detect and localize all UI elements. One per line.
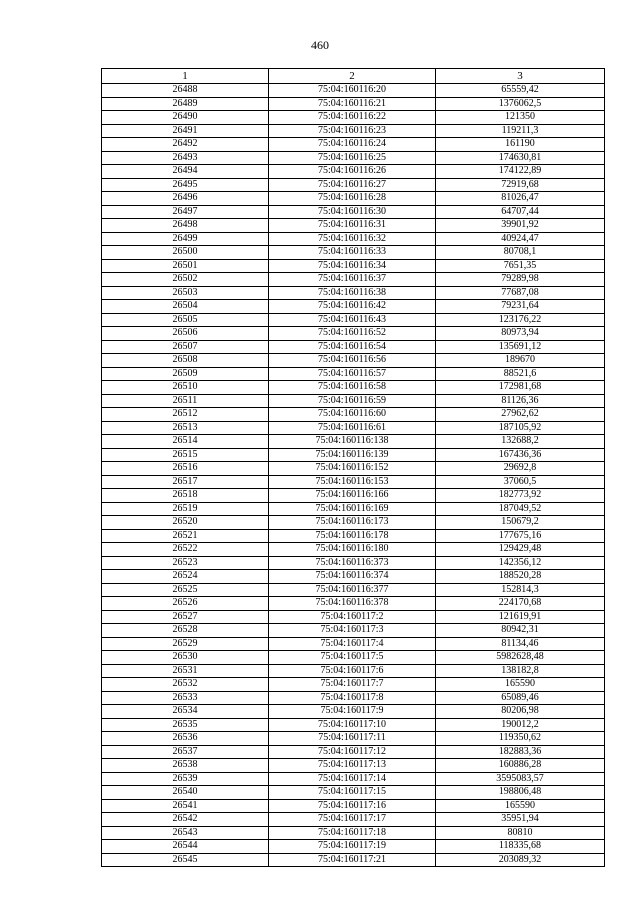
cadastral-number-cell: 75:04:160116:52 xyxy=(269,327,436,341)
value-cell: 5982628,48 xyxy=(436,651,605,665)
row-number-cell: 26514 xyxy=(102,435,269,449)
row-number-cell: 26533 xyxy=(102,691,269,705)
value-cell: 187049,52 xyxy=(436,502,605,516)
cadastral-number-cell: 75:04:160117:4 xyxy=(269,637,436,651)
cadastral-number-cell: 75:04:160116:138 xyxy=(269,435,436,449)
table-row xyxy=(102,165,605,179)
row-number-cell: 26501 xyxy=(102,259,269,273)
cadastral-number-cell: 75:04:160116:377 xyxy=(269,583,436,597)
cadastral-number-cell: 75:04:160116:26 xyxy=(269,165,436,179)
table-row xyxy=(102,678,605,692)
value-cell: 177675,16 xyxy=(436,529,605,543)
cadastral-number-cell: 75:04:160116:373 xyxy=(269,556,436,570)
table-row xyxy=(102,502,605,516)
cadastral-number-cell: 75:04:160116:178 xyxy=(269,529,436,543)
table-row xyxy=(102,732,605,746)
cadastral-number-cell: 75:04:160117:9 xyxy=(269,705,436,719)
table-row xyxy=(102,610,605,624)
value-cell: 174630,81 xyxy=(436,151,605,165)
table-row xyxy=(102,273,605,287)
row-number-cell: 26539 xyxy=(102,772,269,786)
row-number-cell: 26521 xyxy=(102,529,269,543)
value-cell: 198806,48 xyxy=(436,786,605,800)
cadastral-number-cell: 75:04:160116:22 xyxy=(269,111,436,125)
table-row xyxy=(102,259,605,273)
row-number-cell: 26495 xyxy=(102,178,269,192)
page-number: 460 xyxy=(311,38,329,52)
row-number-cell: 26500 xyxy=(102,246,269,260)
cadastral-number-cell: 75:04:160116:21 xyxy=(269,97,436,111)
row-number-cell: 26530 xyxy=(102,651,269,665)
cadastral-number-cell: 75:04:160116:54 xyxy=(269,340,436,354)
table-row xyxy=(102,246,605,260)
table-row xyxy=(102,691,605,705)
cadastral-number-cell: 75:04:160116:33 xyxy=(269,246,436,260)
value-cell: 79231,64 xyxy=(436,300,605,314)
value-cell: 123176,22 xyxy=(436,313,605,327)
cadastral-number-cell: 75:04:160116:180 xyxy=(269,543,436,557)
table-row xyxy=(102,408,605,422)
table-row xyxy=(102,394,605,408)
table-row xyxy=(102,205,605,219)
cadastral-number-cell: 75:04:160116:173 xyxy=(269,516,436,530)
table-row xyxy=(102,664,605,678)
cadastral-number-cell: 75:04:160117:19 xyxy=(269,840,436,854)
value-cell: 203089,32 xyxy=(436,853,605,867)
row-number-cell: 26497 xyxy=(102,205,269,219)
value-cell: 165590 xyxy=(436,678,605,692)
value-cell: 80206,98 xyxy=(436,705,605,719)
table-row xyxy=(102,475,605,489)
row-number-cell: 26498 xyxy=(102,219,269,233)
value-cell: 182883,36 xyxy=(436,745,605,759)
row-number-cell: 26508 xyxy=(102,354,269,368)
table-row xyxy=(102,583,605,597)
cadastral-number-cell: 75:04:160116:374 xyxy=(269,570,436,584)
value-cell: 7651,35 xyxy=(436,259,605,273)
cadastral-number-cell: 75:04:160116:43 xyxy=(269,313,436,327)
cadastral-number-cell: 75:04:160116:25 xyxy=(269,151,436,165)
row-number-cell: 26544 xyxy=(102,840,269,854)
row-number-cell: 26541 xyxy=(102,799,269,813)
value-cell: 190012,2 xyxy=(436,718,605,732)
value-cell: 72919,68 xyxy=(436,178,605,192)
table-row xyxy=(102,718,605,732)
cadastral-number-cell: 75:04:160116:152 xyxy=(269,462,436,476)
row-number-cell: 26499 xyxy=(102,232,269,246)
row-number-cell: 26505 xyxy=(102,313,269,327)
cadastral-number-cell: 75:04:160117:18 xyxy=(269,826,436,840)
value-cell: 224170,68 xyxy=(436,597,605,611)
cadastral-number-cell: 75:04:160117:17 xyxy=(269,813,436,827)
value-cell: 37060,5 xyxy=(436,475,605,489)
table-row xyxy=(102,624,605,638)
cadastral-number-cell: 75:04:160117:10 xyxy=(269,718,436,732)
row-number-cell: 26534 xyxy=(102,705,269,719)
header-row xyxy=(102,69,605,84)
table-row xyxy=(102,124,605,138)
table-row xyxy=(102,286,605,300)
table-row xyxy=(102,300,605,314)
value-cell: 174122,89 xyxy=(436,165,605,179)
cadastral-number-cell: 75:04:160117:2 xyxy=(269,610,436,624)
row-number-cell: 26504 xyxy=(102,300,269,314)
value-cell: 65559,42 xyxy=(436,84,605,98)
value-cell: 121619,91 xyxy=(436,610,605,624)
table-row xyxy=(102,84,605,98)
value-cell: 88521,6 xyxy=(436,367,605,381)
cadastral-number-cell: 75:04:160116:30 xyxy=(269,205,436,219)
value-cell: 118335,68 xyxy=(436,840,605,854)
row-number-cell: 26522 xyxy=(102,543,269,557)
table-row xyxy=(102,381,605,395)
column-header-3: 3 xyxy=(436,69,605,84)
cadastral-number-cell: 75:04:160116:166 xyxy=(269,489,436,503)
row-number-cell: 26529 xyxy=(102,637,269,651)
table-row xyxy=(102,232,605,246)
column-header-2: 2 xyxy=(269,69,436,84)
table-row xyxy=(102,97,605,111)
cadastral-number-cell: 75:04:160116:59 xyxy=(269,394,436,408)
row-number-cell: 26509 xyxy=(102,367,269,381)
table-row xyxy=(102,340,605,354)
cadastral-number-cell: 75:04:160117:13 xyxy=(269,759,436,773)
cadastral-number-cell: 75:04:160117:12 xyxy=(269,745,436,759)
row-number-cell: 26511 xyxy=(102,394,269,408)
table-row xyxy=(102,570,605,584)
row-number-cell: 26515 xyxy=(102,448,269,462)
value-cell: 152814,3 xyxy=(436,583,605,597)
value-cell: 119211,3 xyxy=(436,124,605,138)
value-cell: 81026,47 xyxy=(436,192,605,206)
table-row xyxy=(102,745,605,759)
value-cell: 150679,2 xyxy=(436,516,605,530)
row-number-cell: 26545 xyxy=(102,853,269,867)
row-number-cell: 26542 xyxy=(102,813,269,827)
value-cell: 182773,92 xyxy=(436,489,605,503)
value-cell: 80973,94 xyxy=(436,327,605,341)
table-row xyxy=(102,813,605,827)
table-row xyxy=(102,313,605,327)
table-row xyxy=(102,327,605,341)
row-number-cell: 26518 xyxy=(102,489,269,503)
table-row xyxy=(102,367,605,381)
value-cell: 35951,94 xyxy=(436,813,605,827)
table-row xyxy=(102,637,605,651)
cadastral-number-cell: 75:04:160117:11 xyxy=(269,732,436,746)
table-row xyxy=(102,543,605,557)
row-number-cell: 26512 xyxy=(102,408,269,422)
row-number-cell: 26488 xyxy=(102,84,269,98)
table-row xyxy=(102,597,605,611)
value-cell: 29692,8 xyxy=(436,462,605,476)
table-row xyxy=(102,786,605,800)
table-row xyxy=(102,529,605,543)
table-row xyxy=(102,138,605,152)
cadastral-number-cell: 75:04:160117:16 xyxy=(269,799,436,813)
row-number-cell: 26506 xyxy=(102,327,269,341)
value-cell: 39901,92 xyxy=(436,219,605,233)
column-header-1: 1 xyxy=(102,69,269,84)
row-number-cell: 26543 xyxy=(102,826,269,840)
cadastral-number-cell: 75:04:160117:7 xyxy=(269,678,436,692)
value-cell: 161190 xyxy=(436,138,605,152)
row-number-cell: 26538 xyxy=(102,759,269,773)
row-number-cell: 26531 xyxy=(102,664,269,678)
value-cell: 165590 xyxy=(436,799,605,813)
cadastral-number-cell: 75:04:160117:6 xyxy=(269,664,436,678)
cadastral-number-cell: 75:04:160117:15 xyxy=(269,786,436,800)
table-body xyxy=(102,84,605,867)
row-number-cell: 26524 xyxy=(102,570,269,584)
row-number-cell: 26503 xyxy=(102,286,269,300)
cadastral-number-cell: 75:04:160116:58 xyxy=(269,381,436,395)
table-row xyxy=(102,799,605,813)
cadastral-number-cell: 75:04:160116:153 xyxy=(269,475,436,489)
table-row xyxy=(102,772,605,786)
row-number-cell: 26507 xyxy=(102,340,269,354)
cadastral-number-cell: 75:04:160117:5 xyxy=(269,651,436,665)
table-row xyxy=(102,421,605,435)
table-row xyxy=(102,354,605,368)
row-number-cell: 26491 xyxy=(102,124,269,138)
row-number-cell: 26528 xyxy=(102,624,269,638)
table-row xyxy=(102,556,605,570)
row-number-cell: 26517 xyxy=(102,475,269,489)
cadastral-number-cell: 75:04:160117:14 xyxy=(269,772,436,786)
table-row xyxy=(102,462,605,476)
row-number-cell: 26493 xyxy=(102,151,269,165)
row-number-cell: 26520 xyxy=(102,516,269,530)
table-row xyxy=(102,435,605,449)
table-row xyxy=(102,840,605,854)
value-cell: 119350,62 xyxy=(436,732,605,746)
table-row xyxy=(102,178,605,192)
cadastral-number-cell: 75:04:160116:24 xyxy=(269,138,436,152)
table-row xyxy=(102,826,605,840)
cadastral-number-cell: 75:04:160116:20 xyxy=(269,84,436,98)
cadastral-number-cell: 75:04:160116:60 xyxy=(269,408,436,422)
row-number-cell: 26523 xyxy=(102,556,269,570)
row-number-cell: 26526 xyxy=(102,597,269,611)
row-number-cell: 26537 xyxy=(102,745,269,759)
table-row xyxy=(102,516,605,530)
table-row xyxy=(102,651,605,665)
table-row xyxy=(102,111,605,125)
value-cell: 160886,28 xyxy=(436,759,605,773)
cadastral-number-cell: 75:04:160117:3 xyxy=(269,624,436,638)
cadastral-number-cell: 75:04:160116:34 xyxy=(269,259,436,273)
value-cell: 64707,44 xyxy=(436,205,605,219)
cadastral-number-cell: 75:04:160116:37 xyxy=(269,273,436,287)
value-cell: 3595083,57 xyxy=(436,772,605,786)
table-row xyxy=(102,448,605,462)
value-cell: 129429,48 xyxy=(436,543,605,557)
value-cell: 187105,92 xyxy=(436,421,605,435)
cadastral-number-cell: 75:04:160116:31 xyxy=(269,219,436,233)
value-cell: 65089,46 xyxy=(436,691,605,705)
value-cell: 167436,36 xyxy=(436,448,605,462)
cadastral-number-cell: 75:04:160117:8 xyxy=(269,691,436,705)
row-number-cell: 26536 xyxy=(102,732,269,746)
registry-table xyxy=(101,68,605,867)
value-cell: 188520,28 xyxy=(436,570,605,584)
cadastral-number-cell: 75:04:160116:169 xyxy=(269,502,436,516)
value-cell: 135691,12 xyxy=(436,340,605,354)
table-row xyxy=(102,705,605,719)
row-number-cell: 26494 xyxy=(102,165,269,179)
cadastral-number-cell: 75:04:160116:28 xyxy=(269,192,436,206)
value-cell: 80810 xyxy=(436,826,605,840)
row-number-cell: 26516 xyxy=(102,462,269,476)
cadastral-number-cell: 75:04:160116:27 xyxy=(269,178,436,192)
cadastral-number-cell: 75:04:160116:57 xyxy=(269,367,436,381)
row-number-cell: 26535 xyxy=(102,718,269,732)
value-cell: 142356,12 xyxy=(436,556,605,570)
value-cell: 79289,98 xyxy=(436,273,605,287)
row-number-cell: 26489 xyxy=(102,97,269,111)
cadastral-number-cell: 75:04:160116:42 xyxy=(269,300,436,314)
value-cell: 81126,36 xyxy=(436,394,605,408)
table-row xyxy=(102,759,605,773)
row-number-cell: 26510 xyxy=(102,381,269,395)
row-number-cell: 26540 xyxy=(102,786,269,800)
cadastral-number-cell: 75:04:160116:23 xyxy=(269,124,436,138)
value-cell: 138182,8 xyxy=(436,664,605,678)
table-row xyxy=(102,489,605,503)
value-cell: 172981,68 xyxy=(436,381,605,395)
row-number-cell: 26519 xyxy=(102,502,269,516)
row-number-cell: 26513 xyxy=(102,421,269,435)
cadastral-number-cell: 75:04:160116:139 xyxy=(269,448,436,462)
cadastral-number-cell: 75:04:160117:21 xyxy=(269,853,436,867)
value-cell: 80942,31 xyxy=(436,624,605,638)
row-number-cell: 26527 xyxy=(102,610,269,624)
value-cell: 27962,62 xyxy=(436,408,605,422)
value-cell: 132688,2 xyxy=(436,435,605,449)
value-cell: 40924,47 xyxy=(436,232,605,246)
value-cell: 81134,46 xyxy=(436,637,605,651)
value-cell: 189670 xyxy=(436,354,605,368)
row-number-cell: 26492 xyxy=(102,138,269,152)
table-row xyxy=(102,192,605,206)
value-cell: 1376062,5 xyxy=(436,97,605,111)
table-row xyxy=(102,853,605,867)
cadastral-number-cell: 75:04:160116:378 xyxy=(269,597,436,611)
value-cell: 80708,1 xyxy=(436,246,605,260)
table-row xyxy=(102,151,605,165)
cadastral-number-cell: 75:04:160116:61 xyxy=(269,421,436,435)
row-number-cell: 26532 xyxy=(102,678,269,692)
row-number-cell: 26525 xyxy=(102,583,269,597)
cadastral-number-cell: 75:04:160116:38 xyxy=(269,286,436,300)
value-cell: 121350 xyxy=(436,111,605,125)
table-row xyxy=(102,219,605,233)
cadastral-number-cell: 75:04:160116:32 xyxy=(269,232,436,246)
value-cell: 77687,08 xyxy=(436,286,605,300)
row-number-cell: 26490 xyxy=(102,111,269,125)
row-number-cell: 26502 xyxy=(102,273,269,287)
row-number-cell: 26496 xyxy=(102,192,269,206)
cadastral-number-cell: 75:04:160116:56 xyxy=(269,354,436,368)
